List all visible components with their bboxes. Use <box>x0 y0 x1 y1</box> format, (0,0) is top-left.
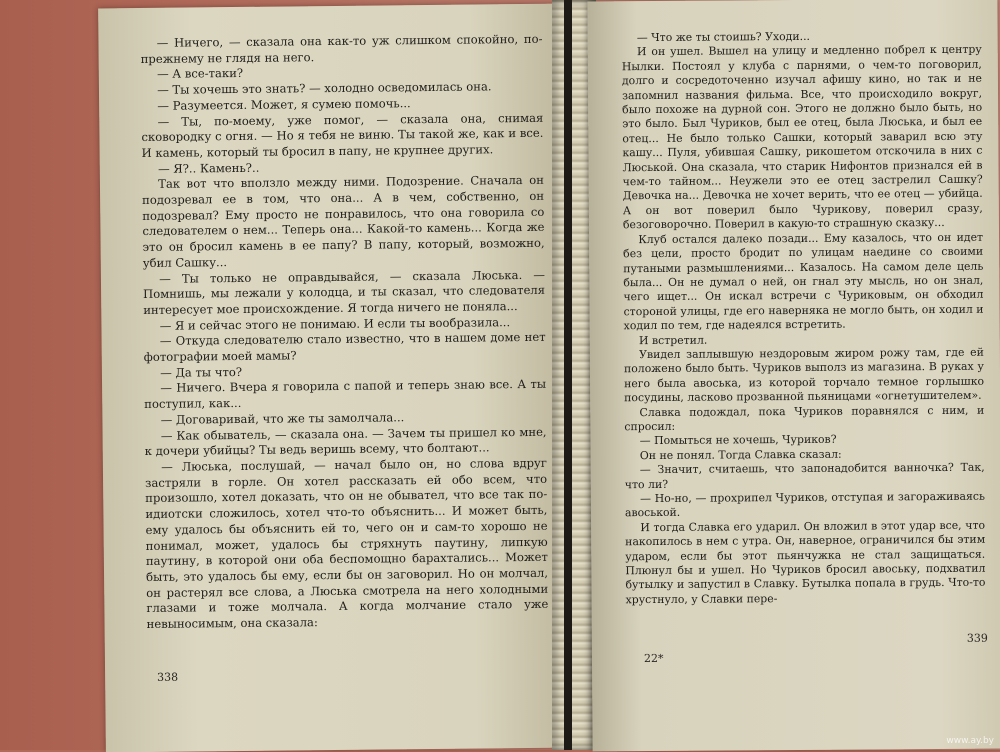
paragraph: — Помыться не хочешь, Чуриков? <box>639 433 837 448</box>
paragraph: — Разумеется. Может, я сумею помочь... <box>157 95 411 113</box>
paragraph: — Ты, по-моему, уже помог, — сказала она, снимая сковородку с огня. — Но я тебя не виню. Ты такой же, как и все. И камень, который ты бросил в папу, не крупнее других. <box>141 110 544 160</box>
paragraph: И встретил. <box>638 333 708 347</box>
paragraph: Славка подождал, пока Чуриков поравнялся с ним, и спросил: <box>624 403 985 434</box>
paragraph: — Как обыватель, — сказала она. — Зачем ты пришел ко мне, к дочери убийцы? Ты ведь веришь всему, что болтают... <box>144 424 547 459</box>
paragraph: — А все-таки? <box>156 66 244 82</box>
page-number-left: 338 <box>157 670 179 684</box>
paragraph: — Я и сейчас этого не понимаю. И если ты вообразила... <box>159 314 511 333</box>
watermark: www.ay.by <box>946 736 994 746</box>
paragraph: — Ничего. Вчера я говорила с папой и теперь знаю все. А ты поступил, как... <box>144 377 547 412</box>
paragraph: — Значит, считаешь, что запонадобится ванночка? Так, что ли? <box>624 460 985 491</box>
paragraph: — Но-но, — прохрипел Чуриков, отступая и загораживаясь авоськой. <box>624 489 985 520</box>
paragraph: — Ты только не оправдывайся, — сказала Люська. — Помнишь, мы лежали у колодца, и ты сказал, что следователя интересует мое происхождение. Я тогда ничего не поняла... <box>143 267 546 317</box>
spine-binding <box>564 0 572 750</box>
paragraph: — Договаривай, что же ты замолчала... <box>160 410 405 427</box>
paragraph: — Откуда следователю стало известно, что в нашем доме нет фотографии моей мамы? <box>143 330 546 365</box>
open-book <box>78 0 1000 750</box>
paragraph: — Ты хочешь это знать? — холодно осведомилась она. <box>157 79 492 97</box>
paragraph: — Я?.. Камень?.. <box>157 160 260 176</box>
left-page-text <box>140 32 548 633</box>
paragraph: — Люська, послушай, — начал было он, но слова вдруг застряли в горле. Он хотел рассказать ей обо всем, что произошло, хотел доказать, что он не обывател, что все так по-идиотски сложилось, хотел что-то объяснить... И может быть, ему удалось бы объяснить ей то, чего он и сам-то хорошо не понимал, может, удалось бы стряхнуть паутину, липкую паутину, в которой они оба беспомощно барахтались... Может быть, это удалось бы ему, если бы он заговорил. Но он молчал, он растерял все слова, а Люська смотрела на него холодными глазами и тоже молчала. А когда молчание стало уже невыносимым, она сказала: <box>145 455 549 631</box>
signature-mark: 22* <box>643 651 664 666</box>
paragraph: И он ушел. Вышел на улицу и медленно побрел к центру Нылки. Постоял у клуба с парнями, о чем-то поговорил, долго и сосредоточенно изучал афишу кино, но так и не запомнил названия фильма. Все, что происходило вокруг, было похоже на дурной сон. Этого не должно было быть, но это было. Был Чуриков, был ее отец, была Люська, и был ее отец... Не было только Сашки, который заварил всю эту кашу... Пуля, убившая Сашку, рикошетом отскочила в них с Люськой. Она сказала, что старик Нифонтов признался ей в чем-то тайном... Неужели это ее отец застрелил Сашку? Девочка на... Девочка не хочет верить, что ее отец — убийца. А он вот поверил было Чурикову, поверил сразу, безоговорочно. Поверил в какую-то страшную сказку... <box>621 43 983 232</box>
paragraph: Клуб остался далеко позади... Ему казалось, что он идет без цели, просто бродит по улицам наедине со своими путаными размышлениями... Казалось. На самом деле цель была... Он не думал о ней, он гнал эту мысль, но он знал, чего ищет... Он искал встречи с Чуриковым, он обходил стороной улицы, где его наверняка не могло быть, он ходил и ходил по тем, где надеялся встретить. <box>623 230 984 333</box>
page-number-right: 339 <box>966 631 988 645</box>
paragraph: — Ничего, — сказала она как-то уж слишком спокойно, по-прежнему не глядя на него. <box>140 31 543 66</box>
paragraph: И тогда Славка его ударил. Он вложил в этот удар все, что накопилось в нем с утра. Он, наверное, ограничился бы этим ударом, если бы этот пьянчужка не стал защищаться. Плюнул бы и ушел. Но Чуриков бросил авоську, подхватил бутылку и запустил в Славку. Бутылка попала в грудь. Что-то хрустнуло, у Славки пере- <box>625 518 986 607</box>
paragraph: — Что же ты стоишь? Уходи... <box>636 29 811 45</box>
paragraph: Так вот что вползло между ними. Подозрение. Сначала он подозревал ее в том, что она... А в чем, собственно, он подозревал? Ему просто не понравилось, что она говорила со следователем о нем... Теперь она... Какой-то камень... Когда же это он бросил камень в ее папу? В папу, который, возможно, убил Сашку... <box>142 173 545 270</box>
right-page-text <box>622 29 986 608</box>
paragraph: Он не понял. Тогда Славка сказал: <box>639 447 842 462</box>
left-page <box>98 4 570 752</box>
right-page <box>587 0 1000 751</box>
paragraph: Увидел заплывшую нездоровым жиром рожу там, где ей положено было быть. Чуриков выполз из магазина. В руках у него была авоська, из которой торчало темное горлышко посудины, ласково прозванной пьяницами «огнетушителем». <box>623 345 985 405</box>
paragraph: — Да ты что? <box>160 364 243 380</box>
